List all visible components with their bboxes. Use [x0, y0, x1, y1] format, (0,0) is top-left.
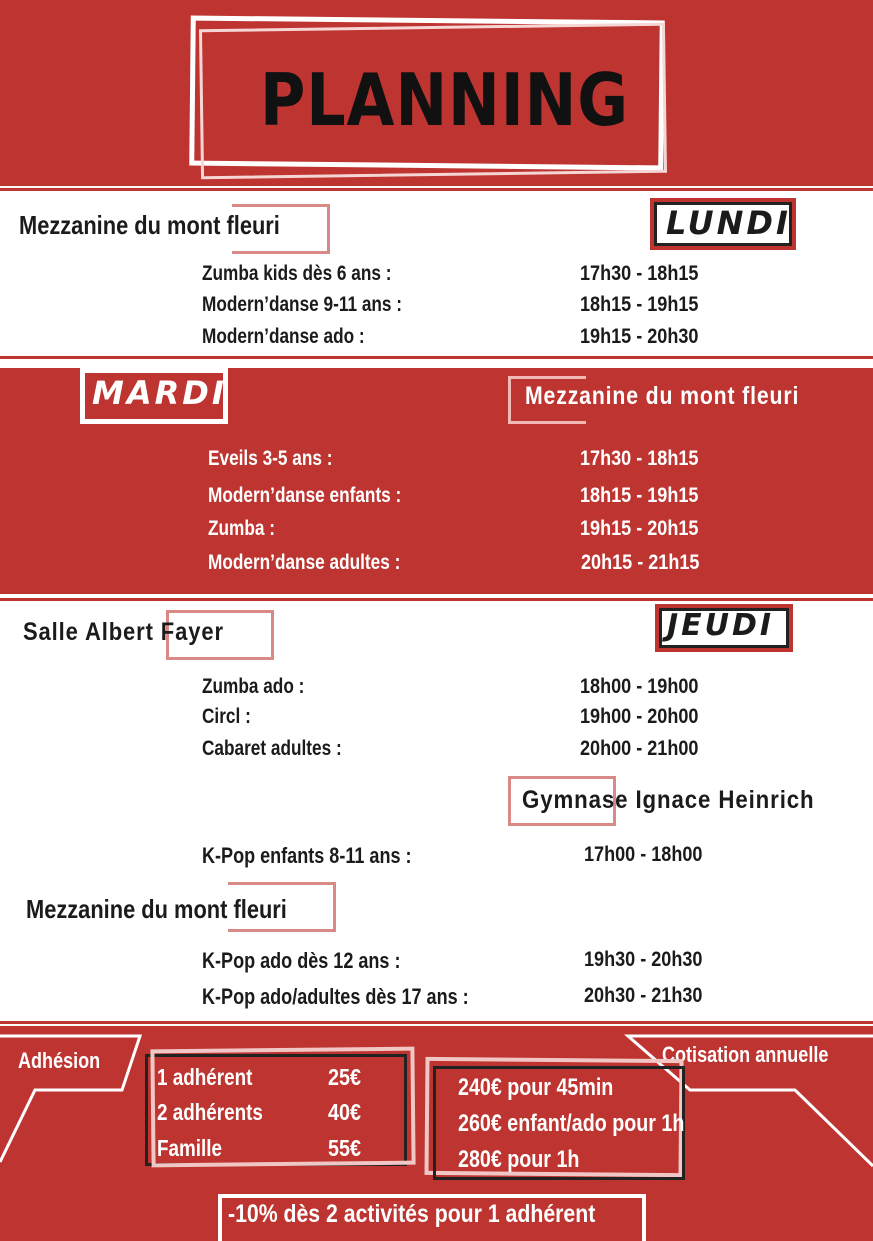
tuesday-venue: Mezzanine du mont fleuri [525, 382, 800, 410]
monday-session-2-name: Modern’danse 9-11 ans : [202, 293, 403, 316]
tuesday-divider [0, 598, 873, 601]
thursday-session-3-name: Cabaret adultes : [202, 737, 342, 760]
tuesday-session-2-time: 18h15 - 19h15 [580, 484, 699, 507]
tuesday-session-3-name: Zumba : [208, 517, 275, 540]
day-label-mardi: MARDI [92, 374, 227, 412]
tuesday-session-3-time: 19h15 - 20h15 [580, 517, 699, 540]
thursday-session-4-time: 17h00 - 18h00 [584, 843, 703, 866]
membership-1-price: 25€ [328, 1064, 362, 1090]
monday-divider [0, 356, 873, 359]
tuesday-session-4-time: 20h15 - 21h15 [581, 551, 700, 574]
membership-2-label: 2 adhérents [157, 1099, 263, 1125]
thursday-session-4-name: K-Pop enfants 8-11 ans : [202, 843, 412, 868]
tuesday-session-1-name: Eveils 3-5 ans : [208, 447, 333, 470]
day-label-lundi: LUNDI [666, 204, 791, 242]
fee-heading: Cotisation annuelle [662, 1042, 829, 1067]
thursday-venue-2: Gymnase Ignace Heinrich [522, 786, 815, 814]
thursday-venue-3: Mezzanine du mont fleuri [26, 894, 287, 924]
footer-divider [0, 1021, 873, 1024]
page-title: PLANNING [260, 58, 629, 142]
monday-venue: Mezzanine du mont fleuri [19, 210, 280, 240]
membership-heading: Adhésion [18, 1048, 101, 1073]
thursday-session-6-name: K-Pop ado/adultes dès 17 ans : [202, 984, 469, 1009]
discount-text: -10% dès 2 activités pour 1 adhérent [228, 1200, 596, 1228]
membership-3-price: 55€ [328, 1135, 362, 1161]
tuesday-session-1-time: 17h30 - 18h15 [580, 447, 699, 470]
thursday-session-5-name: K-Pop ado dès 12 ans : [202, 948, 401, 973]
monday-day-badge [650, 198, 796, 250]
day-label-jeudi: JEUDI [667, 608, 775, 643]
fee-3: 280€ pour 1h [458, 1146, 580, 1173]
monday-session-1-name: Zumba kids dès 6 ans : [202, 262, 392, 285]
fee-1: 240€ pour 45min [458, 1074, 614, 1101]
thursday-session-3-time: 20h00 - 21h00 [580, 737, 699, 760]
membership-3-label: Famille [157, 1135, 222, 1161]
monday-session-3-name: Modern’danse ado : [202, 325, 365, 348]
thursday-session-6-time: 20h30 - 21h30 [584, 984, 703, 1007]
thursday-session-1-name: Zumba ado : [202, 675, 305, 698]
thursday-session-2-name: Circl : [202, 705, 251, 728]
header-divider [0, 188, 873, 191]
tuesday-session-2-name: Modern’danse enfants : [208, 484, 402, 507]
thursday-session-1-time: 18h00 - 19h00 [580, 675, 699, 698]
thursday-day-badge [655, 604, 793, 652]
thursday-session-5-time: 19h30 - 20h30 [584, 948, 703, 971]
thursday-venue-1: Salle Albert Fayer [23, 618, 224, 646]
membership-2-price: 40€ [328, 1099, 362, 1125]
fee-2: 260€ enfant/ado pour 1h [458, 1110, 685, 1137]
thursday-session-2-time: 19h00 - 20h00 [580, 705, 699, 728]
monday-session-3-time: 19h15 - 20h30 [580, 325, 699, 348]
monday-session-1-time: 17h30 - 18h15 [580, 262, 699, 285]
membership-1-label: 1 adhérent [157, 1064, 253, 1090]
title-frame [190, 18, 668, 178]
monday-session-2-time: 18h15 - 19h15 [580, 293, 699, 316]
tuesday-day-badge [80, 368, 228, 424]
tuesday-session-4-name: Modern’danse adultes : [208, 551, 401, 574]
